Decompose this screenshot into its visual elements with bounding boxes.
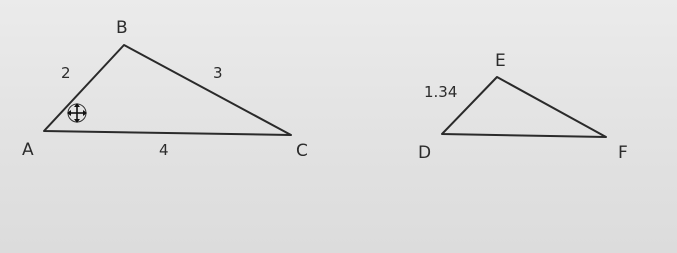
side-label-ac: 4 [159,141,169,159]
vertex-label-e: E [495,51,506,71]
vertex-label-c: C [296,141,308,161]
side-label-bc: 3 [213,64,223,82]
vertex-label-b: B [116,18,128,38]
vertex-label-d: D [418,143,432,163]
vertex-label-f: F [618,143,628,163]
triangle-def [442,77,606,137]
side-label-de: 1.34 [424,83,458,101]
move-cursor-icon [67,103,87,123]
vertex-label-a: A [22,140,34,160]
side-label-ab: 2 [61,64,71,82]
